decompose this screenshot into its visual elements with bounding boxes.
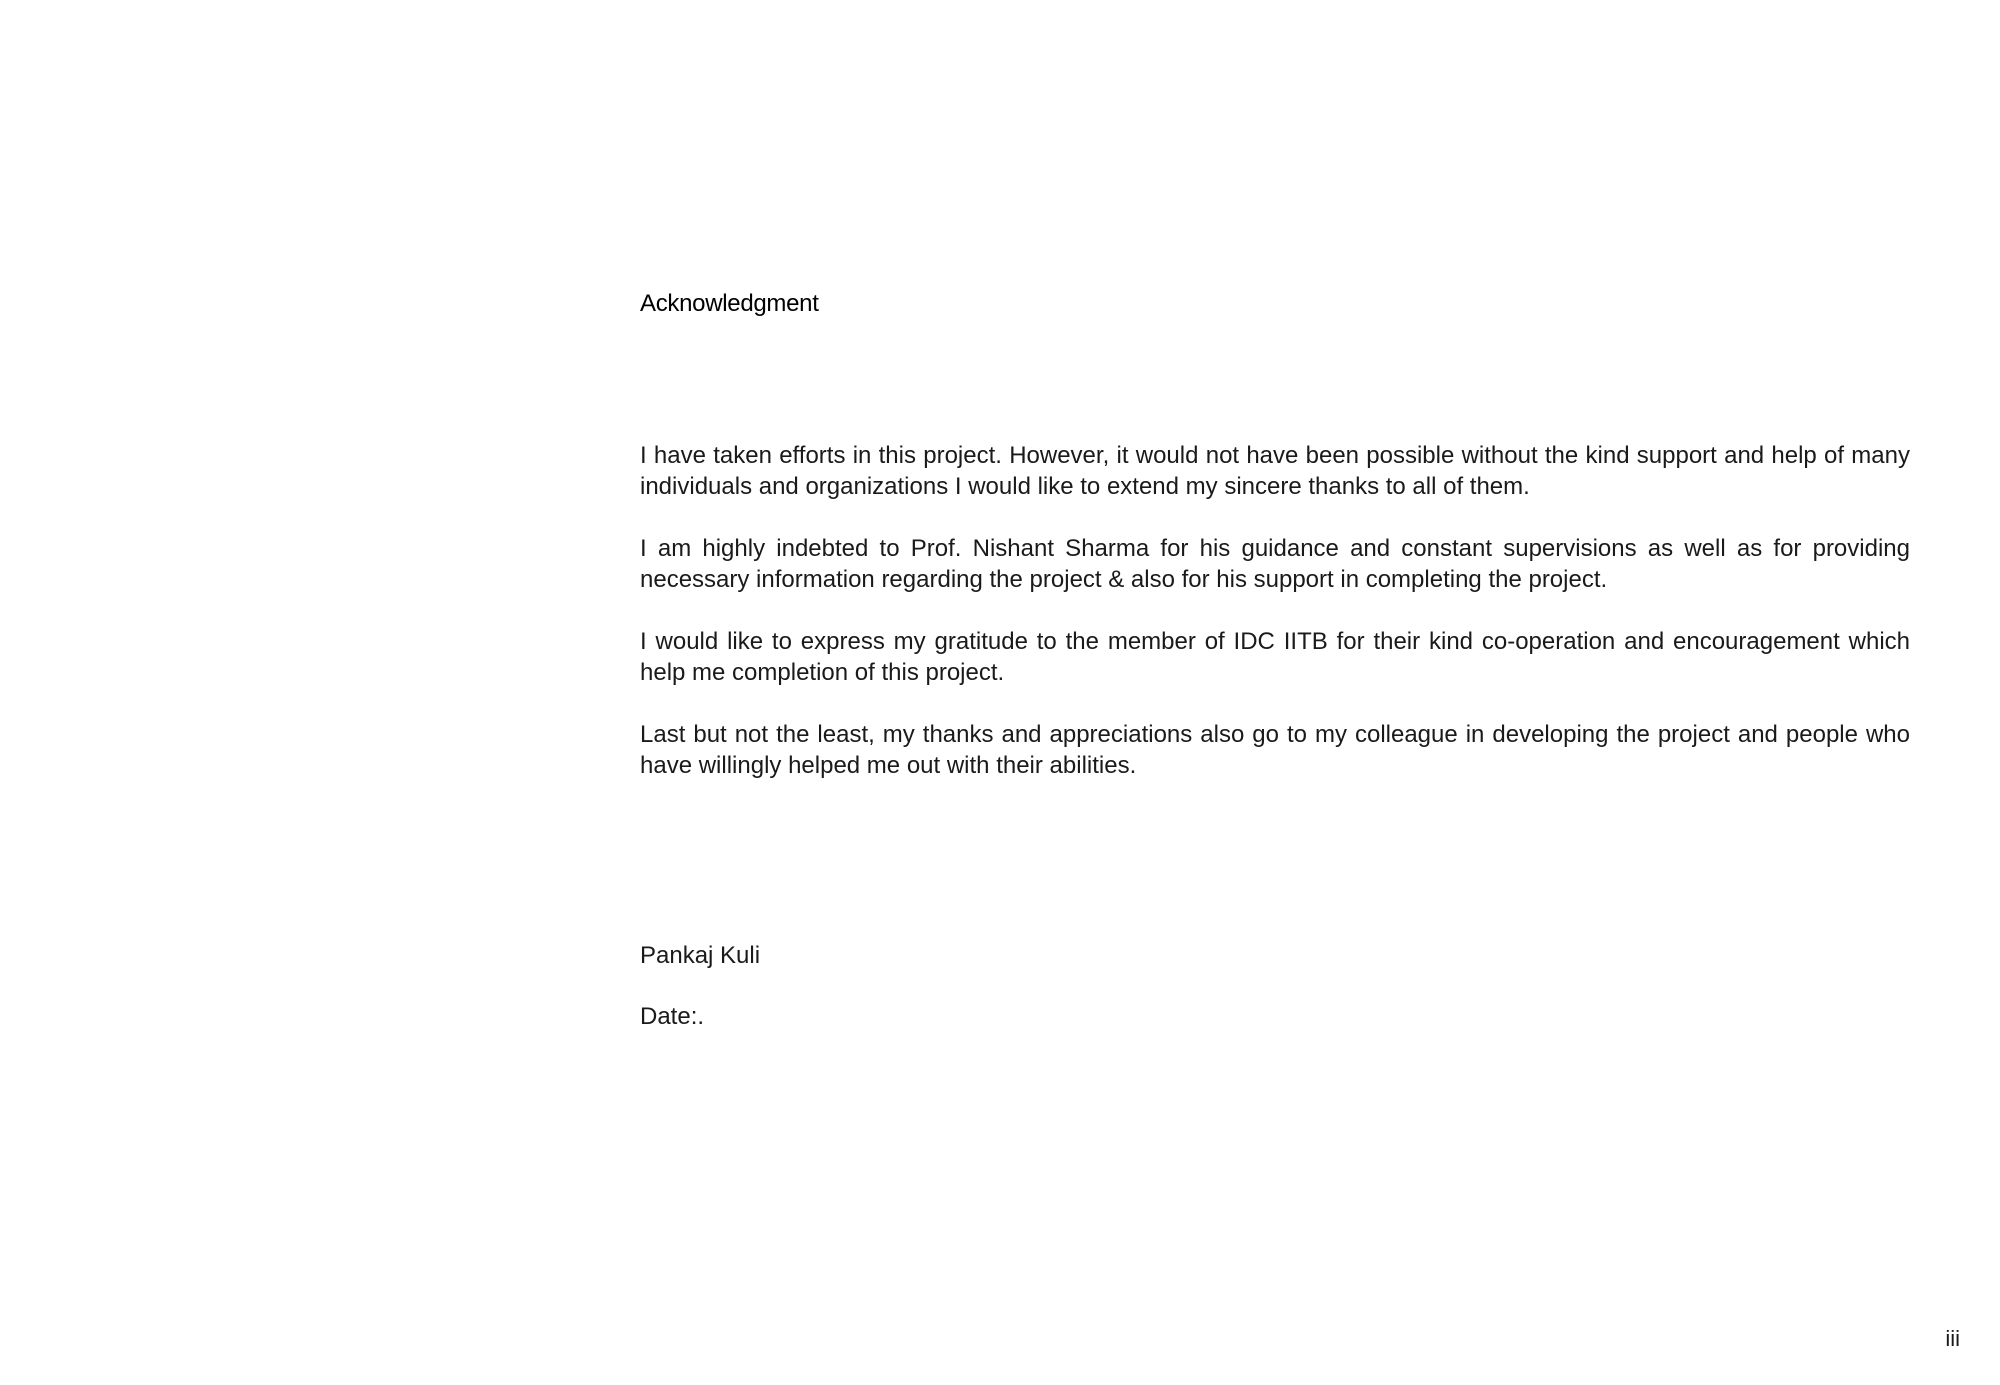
paragraph: Last but not the least, my thanks and appreciations also go to my colleague in developing the project and people who have willingly helped me out with their abilities. <box>640 721 1910 779</box>
page-number: iii <box>1945 1326 1960 1351</box>
page-title: Acknowledgment <box>640 290 819 317</box>
paragraph: I am highly indebted to Prof. Nishant Sharma for his guidance and constant supervisions as well as for providing necessary information regarding the project & also for his support in completing the project. <box>640 535 1910 593</box>
acknowledgment-body <box>640 440 1910 812</box>
date-label: Date:. <box>640 1003 705 1030</box>
signature-name: Pankaj Kuli <box>640 942 761 969</box>
paragraph: I would like to express my gratitude to the member of IDC IITB for their kind co-operation and encouragement which help me completion of this project. <box>640 628 1910 686</box>
paragraph: I have taken efforts in this project. However, it would not have been possible without the kind support and help of many individuals and organizations I would like to extend my sincere thanks to all of them. <box>640 442 1910 500</box>
